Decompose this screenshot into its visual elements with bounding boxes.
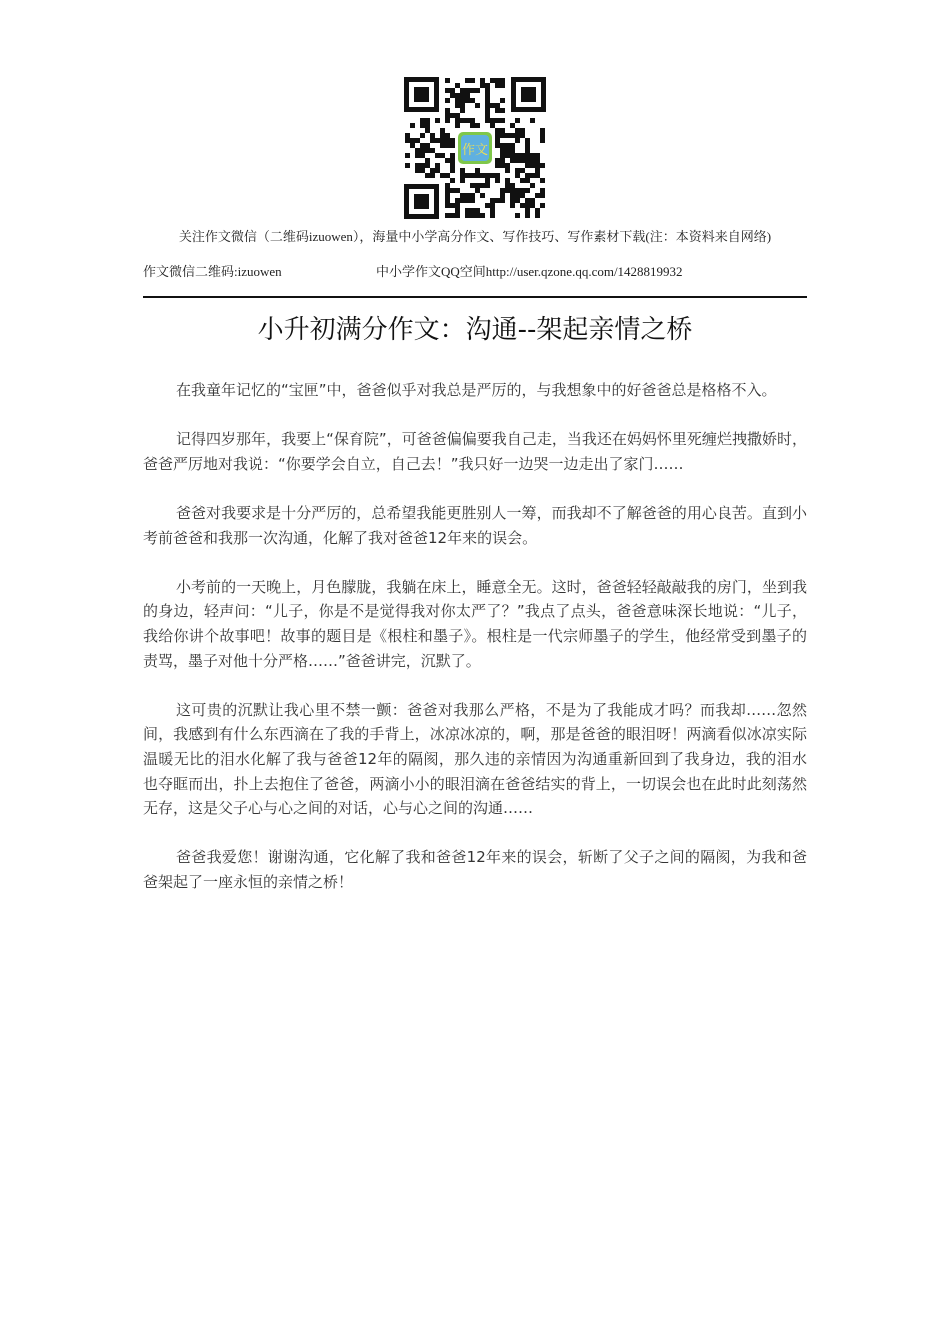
qr-module bbox=[495, 143, 500, 148]
qr-module bbox=[525, 143, 530, 148]
qr-module bbox=[445, 193, 450, 198]
qr-module bbox=[490, 208, 495, 213]
qr-module bbox=[500, 148, 505, 153]
qr-module bbox=[515, 198, 520, 203]
qr-module bbox=[405, 163, 410, 168]
qr-module bbox=[445, 78, 450, 83]
qr-module bbox=[455, 103, 460, 108]
qr-module bbox=[485, 173, 490, 178]
qr-module bbox=[495, 83, 500, 88]
qr-module bbox=[510, 193, 515, 198]
qr-module bbox=[510, 188, 515, 193]
qr-module bbox=[430, 168, 435, 173]
qr-module bbox=[530, 153, 535, 158]
qr-module bbox=[445, 133, 450, 138]
qr-module bbox=[445, 143, 450, 148]
qr-module bbox=[475, 103, 480, 108]
qr-module bbox=[465, 208, 470, 213]
qr-module bbox=[540, 193, 545, 198]
qr-module bbox=[435, 118, 440, 123]
qr-module bbox=[525, 203, 530, 208]
qr-module bbox=[440, 138, 445, 143]
qr-module bbox=[500, 153, 505, 158]
qr-module bbox=[520, 178, 525, 183]
qr-module bbox=[525, 153, 530, 158]
qr-module bbox=[460, 108, 465, 113]
qr-module bbox=[505, 163, 510, 168]
qr-module bbox=[440, 173, 445, 178]
qr-module bbox=[510, 153, 515, 158]
qr-module bbox=[445, 98, 450, 103]
qr-module bbox=[495, 103, 500, 108]
qr-module bbox=[510, 158, 515, 163]
qr-module bbox=[535, 193, 540, 198]
qr-module bbox=[490, 103, 495, 108]
qr-module bbox=[515, 153, 520, 158]
qr-module bbox=[475, 173, 480, 178]
qr-module bbox=[525, 208, 530, 213]
qr-module bbox=[490, 78, 495, 83]
qr-module bbox=[430, 173, 435, 178]
qr-module bbox=[480, 78, 485, 83]
qr-module bbox=[485, 178, 490, 183]
qr-module bbox=[430, 148, 435, 153]
qr-module bbox=[445, 113, 450, 118]
qr-module bbox=[485, 93, 490, 98]
header-divider bbox=[143, 296, 807, 298]
qr-module bbox=[495, 133, 500, 138]
qr-module bbox=[440, 133, 445, 138]
qr-module bbox=[510, 198, 515, 203]
qr-module bbox=[425, 143, 430, 148]
qr-module bbox=[470, 98, 475, 103]
qr-module bbox=[445, 158, 450, 163]
qr-module bbox=[465, 78, 470, 83]
qr-module bbox=[425, 158, 430, 163]
qr-module bbox=[525, 213, 530, 218]
qr-module bbox=[470, 198, 475, 203]
qr-module bbox=[535, 208, 540, 213]
qr-module bbox=[455, 123, 460, 128]
qr-module bbox=[495, 118, 500, 123]
qr-module bbox=[420, 123, 425, 128]
qr-module bbox=[480, 183, 485, 188]
qr-module bbox=[460, 93, 465, 98]
qr-module bbox=[530, 183, 535, 188]
qr-module bbox=[420, 118, 425, 123]
qr-module bbox=[470, 193, 475, 198]
qr-module bbox=[450, 163, 455, 168]
qr-module bbox=[420, 168, 425, 173]
qr-module bbox=[525, 148, 530, 153]
qr-module bbox=[410, 138, 415, 143]
qr-module bbox=[480, 173, 485, 178]
qr-module bbox=[500, 78, 505, 83]
qr-module bbox=[425, 148, 430, 153]
qr-module bbox=[415, 168, 420, 173]
qr-module bbox=[460, 88, 465, 93]
qr-module bbox=[495, 163, 500, 168]
qr-module bbox=[530, 198, 535, 203]
qr-module bbox=[465, 98, 470, 103]
article-body bbox=[143, 378, 807, 919]
qr-module bbox=[505, 168, 510, 173]
qr-module bbox=[505, 153, 510, 158]
qr-module bbox=[425, 118, 430, 123]
qr-module bbox=[515, 213, 520, 218]
qr-module bbox=[500, 188, 505, 193]
qr-module bbox=[415, 163, 420, 168]
qr-module bbox=[455, 113, 460, 118]
qr-module bbox=[505, 178, 510, 183]
qr-module bbox=[455, 188, 460, 193]
qr-module bbox=[515, 118, 520, 123]
qr-module bbox=[520, 168, 525, 173]
qr-module bbox=[475, 188, 480, 193]
qr-module bbox=[440, 153, 445, 158]
qr-module bbox=[525, 188, 530, 193]
qr-module bbox=[515, 158, 520, 163]
qr-module bbox=[525, 198, 530, 203]
qq-space-label: 中小学作文QQ空间http://user.qzone.qq.com/1428819932 bbox=[376, 264, 683, 279]
qr-module bbox=[440, 128, 445, 133]
qr-module bbox=[445, 108, 450, 113]
qr-module bbox=[470, 183, 475, 188]
qr-module bbox=[435, 168, 440, 173]
qr-module bbox=[525, 178, 530, 183]
qr-module bbox=[475, 208, 480, 213]
qr-module bbox=[465, 118, 470, 123]
qr-module bbox=[480, 83, 485, 88]
qr-module bbox=[485, 98, 490, 103]
qr-module bbox=[455, 93, 460, 98]
qr-module bbox=[490, 118, 495, 123]
qr-module bbox=[520, 158, 525, 163]
qr-module bbox=[470, 88, 475, 93]
qr-module bbox=[450, 188, 455, 193]
qr-module bbox=[425, 123, 430, 128]
qr-module bbox=[530, 163, 535, 168]
qr-module bbox=[415, 148, 420, 153]
paragraph: 爸爸我爱您！谢谢沟通，它化解了我和爸爸12年来的误会，斩断了父子之间的隔阂，为我和爸爸架起了一座永恒的亲情之桥！ bbox=[143, 848, 807, 891]
qr-module bbox=[500, 158, 505, 163]
qr-module bbox=[510, 143, 515, 148]
qr-module bbox=[505, 148, 510, 153]
qr-module bbox=[445, 118, 450, 123]
qr-module bbox=[485, 113, 490, 118]
qr-module bbox=[535, 173, 540, 178]
wechat-label: 作文微信二维码:izuowen bbox=[143, 264, 282, 279]
qr-module bbox=[500, 108, 505, 113]
qr-module bbox=[465, 193, 470, 198]
qr-module bbox=[455, 198, 460, 203]
qr-module bbox=[515, 188, 520, 193]
qr-module bbox=[415, 138, 420, 143]
qr-module bbox=[445, 188, 450, 193]
qr-module bbox=[465, 93, 470, 98]
qr-module bbox=[490, 203, 495, 208]
qr-module bbox=[425, 163, 430, 168]
qr-module bbox=[405, 133, 410, 138]
qr-module bbox=[485, 83, 490, 88]
qr-module bbox=[455, 208, 460, 213]
qr-module bbox=[540, 163, 545, 168]
qr-module bbox=[500, 98, 505, 103]
qr-module bbox=[485, 183, 490, 188]
qr-module bbox=[495, 128, 500, 133]
article-title: 小升初满分作文：沟通--架起亲情之桥 bbox=[257, 315, 693, 345]
qr-module bbox=[495, 198, 500, 203]
qr-module bbox=[540, 188, 545, 193]
qr-module bbox=[485, 88, 490, 93]
qr-module bbox=[500, 163, 505, 168]
qr-module bbox=[500, 143, 505, 148]
qr-module bbox=[500, 118, 505, 123]
qr-module bbox=[490, 123, 495, 128]
qr-module bbox=[455, 118, 460, 123]
qr-module bbox=[460, 103, 465, 108]
qr-module bbox=[490, 198, 495, 203]
qr-module bbox=[465, 88, 470, 93]
qr-module bbox=[475, 168, 480, 173]
qr-module bbox=[450, 113, 455, 118]
paragraph: 在我童年记忆的“宝匣”中，爸爸似乎对我总是严厉的，与我想象中的好爸爸总是格格不入。 bbox=[176, 381, 777, 399]
qr-module bbox=[445, 88, 450, 93]
qr-module bbox=[495, 178, 500, 183]
qr-module bbox=[450, 138, 455, 143]
qr-module bbox=[540, 178, 545, 183]
qr-module bbox=[485, 108, 490, 113]
qr-module bbox=[525, 158, 530, 163]
qr-module bbox=[525, 138, 530, 143]
qr-module bbox=[460, 178, 465, 183]
qr-code-icon bbox=[404, 77, 546, 219]
qr-module bbox=[515, 193, 520, 198]
qr-module bbox=[520, 153, 525, 158]
qr-module bbox=[445, 203, 450, 208]
qr-module bbox=[420, 143, 425, 148]
paragraph: 记得四岁那年，我要上“保育院”，可爸爸偏偏要我自己走，当我还在妈妈怀里死缠烂拽撒娇时，爸爸严厉地对我说：“你要学会自立，自己去！”我只好一边哭一边走出了家门…… bbox=[143, 430, 807, 473]
qr-module bbox=[455, 98, 460, 103]
qr-module bbox=[510, 203, 515, 208]
qr-module bbox=[430, 133, 435, 138]
qr-module bbox=[470, 118, 475, 123]
qr-module bbox=[460, 173, 465, 178]
qr-module bbox=[470, 78, 475, 83]
qr-module bbox=[450, 88, 455, 93]
qr-module bbox=[515, 173, 520, 178]
qr-module bbox=[525, 173, 530, 178]
qr-module bbox=[445, 173, 450, 178]
qr-module bbox=[520, 128, 525, 133]
qr-module bbox=[505, 188, 510, 193]
qr-module bbox=[455, 203, 460, 208]
qr-module bbox=[505, 183, 510, 188]
qr-module bbox=[495, 173, 500, 178]
qr-module bbox=[415, 153, 420, 158]
qr-module bbox=[535, 168, 540, 173]
qr-module bbox=[515, 128, 520, 133]
qr-module bbox=[510, 123, 515, 128]
qr-module bbox=[515, 168, 520, 173]
qr-module bbox=[500, 193, 505, 198]
qr-module bbox=[425, 128, 430, 133]
qr-module bbox=[420, 163, 425, 168]
qr-module bbox=[520, 203, 525, 208]
qr-module bbox=[445, 138, 450, 143]
qr-module bbox=[410, 123, 415, 128]
qr-module bbox=[465, 173, 470, 178]
qr-module bbox=[510, 133, 515, 138]
qr-module bbox=[450, 143, 455, 148]
qr-module bbox=[475, 183, 480, 188]
qr-module bbox=[465, 198, 470, 203]
qr-badge-text: 作文 bbox=[461, 143, 489, 158]
qr-module bbox=[445, 198, 450, 203]
promo-text: 关注作文微信（二维码izuowen），海量中小学高分作文、写作技巧、写作素材下载(注：本资料来自网络) bbox=[178, 229, 772, 244]
qr-module bbox=[470, 123, 475, 128]
qr-module bbox=[540, 133, 545, 138]
qr-module bbox=[505, 143, 510, 148]
qr-module bbox=[420, 133, 425, 138]
qr-module bbox=[460, 193, 465, 198]
qr-module bbox=[470, 213, 475, 218]
qr-module bbox=[520, 193, 525, 198]
qr-module bbox=[470, 208, 475, 213]
qr-module bbox=[445, 183, 450, 188]
qr-finder-bottom-left bbox=[404, 184, 439, 219]
qr-module bbox=[455, 83, 460, 88]
qr-module bbox=[480, 193, 485, 198]
qr-module bbox=[490, 213, 495, 218]
qr-module bbox=[435, 138, 440, 143]
qr-module bbox=[435, 163, 440, 168]
qr-finder-top-left bbox=[404, 77, 439, 112]
qr-center-logo bbox=[455, 129, 495, 167]
qr-module bbox=[450, 213, 455, 218]
qr-module bbox=[535, 158, 540, 163]
qr-module bbox=[500, 133, 505, 138]
qr-module bbox=[450, 158, 455, 163]
qr-module bbox=[515, 133, 520, 138]
qr-module bbox=[495, 138, 500, 143]
qr-module bbox=[440, 143, 445, 148]
qr-module bbox=[425, 173, 430, 178]
qr-module bbox=[500, 128, 505, 133]
contact-line bbox=[143, 264, 807, 280]
qr-module bbox=[460, 198, 465, 203]
qr-module bbox=[405, 138, 410, 143]
qr-module bbox=[450, 178, 455, 183]
qr-module bbox=[420, 148, 425, 153]
qr-module bbox=[430, 138, 435, 143]
qr-module bbox=[520, 133, 525, 138]
qr-module bbox=[540, 203, 545, 208]
qr-module bbox=[470, 173, 475, 178]
qr-module bbox=[485, 203, 490, 208]
qr-module bbox=[525, 163, 530, 168]
qr-module bbox=[405, 153, 410, 158]
qr-module bbox=[520, 188, 525, 193]
qr-module bbox=[530, 158, 535, 163]
qr-module bbox=[495, 158, 500, 163]
qr-module bbox=[505, 133, 510, 138]
qr-module bbox=[460, 98, 465, 103]
qr-module bbox=[420, 153, 425, 158]
qr-module bbox=[535, 163, 540, 168]
qr-module bbox=[495, 108, 500, 113]
qr-module bbox=[530, 173, 535, 178]
paragraph: 小考前的一天晚上，月色朦胧，我躺在床上，睡意全无。这时，爸爸轻轻敲敲我的房门，坐到我的身边，轻声问：“儿子，你是不是觉得我对你太严了？”我点了点头，爸爸意味深长地说：“儿子，我给你讲个故事吧！故事的题目是《根柱和墨子》。根柱是一代宗师墨子的学生，他经常受到墨子的责骂，墨子对他十分严格……”爸爸讲完，沉默了。 bbox=[143, 577, 807, 670]
qr-module bbox=[475, 123, 480, 128]
qr-module bbox=[465, 213, 470, 218]
qr-module bbox=[530, 118, 535, 123]
qr-module bbox=[450, 93, 455, 98]
paragraph: 这可贵的沉默让我心里不禁一颤：爸爸对我那么严格，不是为了我能成才吗？而我却……忽然间，我感到有什么东西滴在了我的手背上，冰凉冰凉的，啊，那是爸爸的眼泪呀！两滴看似冰凉实际温暖无比的泪水化解了我与爸爸12年的隔阂，那久违的亲情因为沟通重新回到了我身边，我的泪水也夺眶而出，扑上去抱住了爸爸，两滴小小的眼泪滴在爸爸结实的背上，一切误会也在此时此刻荡然无存，这是父子心与心之间的对话，心与心之间的沟通…… bbox=[143, 700, 807, 818]
qr-module bbox=[475, 213, 480, 218]
qr-module bbox=[530, 203, 535, 208]
qr-module bbox=[460, 118, 465, 123]
qr-module bbox=[450, 168, 455, 173]
qr-module bbox=[495, 78, 500, 83]
qr-module bbox=[515, 138, 520, 143]
qr-module bbox=[450, 153, 455, 158]
qr-module bbox=[510, 183, 515, 188]
qr-module bbox=[455, 213, 460, 218]
qr-module bbox=[500, 198, 505, 203]
qr-module bbox=[535, 213, 540, 218]
qr-finder-top-right bbox=[511, 77, 546, 112]
qr-module bbox=[540, 138, 545, 143]
qr-module bbox=[540, 128, 545, 133]
qr-module bbox=[460, 168, 465, 173]
qr-module bbox=[490, 173, 495, 178]
qr-module bbox=[475, 88, 480, 93]
qr-module bbox=[510, 148, 515, 153]
qr-module bbox=[450, 203, 455, 208]
paragraph: 爸爸对我要求是十分严厉的，总希望我能更胜别人一筹，而我却不了解爸爸的用心良苦。直到小考前爸爸和我那一次沟通，化解了我对爸爸12年来的误会。 bbox=[143, 503, 807, 547]
qr-module bbox=[435, 153, 440, 158]
qr-module bbox=[485, 103, 490, 108]
qr-module bbox=[485, 118, 490, 123]
qr-module bbox=[480, 213, 485, 218]
qr-module bbox=[535, 153, 540, 158]
qr-module bbox=[410, 143, 415, 148]
qr-module bbox=[445, 213, 450, 218]
qr-module bbox=[500, 83, 505, 88]
